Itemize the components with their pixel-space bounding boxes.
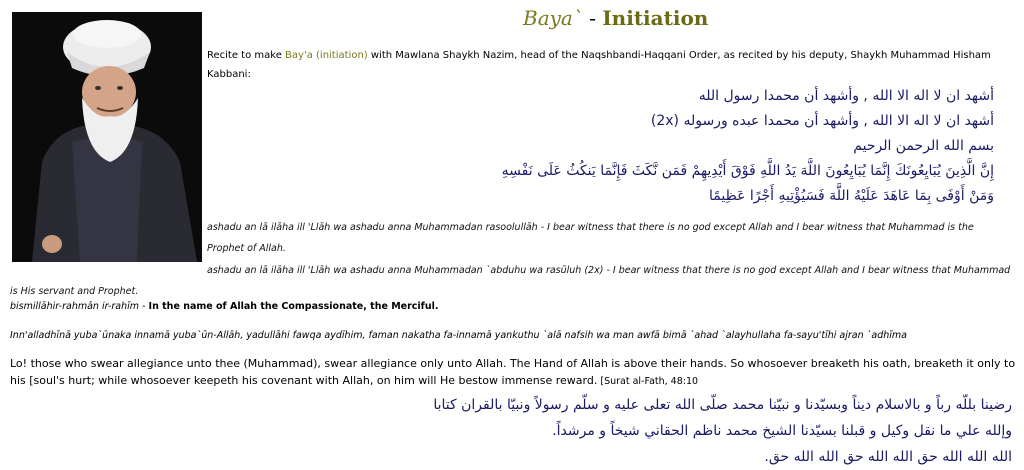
arabic-line: وإلله علي ما نقل وكيل و قبلنا بسيّدنا الشيخ محمد ناظم الحقاني شيخاً و مرشداً. (552, 423, 1012, 439)
verse-translation (10, 355, 1020, 390)
shahada-translit-2: ashadu an lā ilāha ill 'Llāh wa ashadu anna Muhammadan `abduhu wa rasūluh (2x) - I bear witness that there is no god except Allah and I bear witness that Muhammad is His servant and Prophet. (10, 265, 1011, 297)
arabic-shahada-block (214, 84, 994, 209)
basmala-translit: bismillāhir-rahmān ir-rahīm (10, 301, 140, 312)
verse-reference: [Surat al-Fath, 48:10 (597, 376, 699, 387)
arabic-line: أشهد ان لا اله الا الله , وأشهد أن محمدا عبده ورسوله (2x) (650, 113, 994, 129)
arabic-closing-block (12, 392, 1012, 470)
arabic-line: بسم الله الرحمن الرحيم (853, 138, 994, 154)
arabic-line: الله الله الله حق الله الله حق الله الله حق. (764, 449, 1012, 465)
arabic-line: إِنَّ الَّذِينَ يُبَايِعُونَكَ إِنَّمَا يُبَايِعُونَ اللَّهَ يَدُ اللَّهِ فَوْقَ أَيْدِيهِمْ فَمَن نَّكَثَ فَإِنَّمَا يَنكُثُ عَلَى نَفْسِهِ (501, 163, 994, 179)
arabic-line: رضينا بللّه رباً و بالاسلام ديناً وبسيّدنا و نبيّنا محمد صلّى الله تعلى عليه و سلّم رسولاً ونبيّا بالقران كتابا (433, 397, 1012, 413)
title-separator: - (582, 6, 603, 30)
basmala-line (10, 301, 438, 312)
intro-paragraph (207, 46, 997, 84)
basmala-separator: - (139, 301, 149, 312)
intro-before: Recite to make (207, 50, 286, 61)
intro-highlight: Bay'a (initiation) (285, 50, 368, 61)
arabic-line: أشهد ان لا اله الا الله , وأشهد أن محمدا رسول الله (698, 88, 994, 104)
shahada-translit-1: ashadu an lā ilāha ill 'Llāh wa ashadu anna Muhammadan rasoolullāh - I bear witness that there is no god except Allah and I bear witness that Muhammad is the Prophet of Allah. (207, 222, 974, 254)
title-baya: Baya` (523, 6, 583, 30)
sheikh-photo (12, 12, 202, 262)
intro-after: with Mawlana Shaykh Nazim, head of the Naqshbandi-Haqqani Order, as recited by his deputy, Shaykh Muhammad Hisham Kabbani: (207, 50, 991, 80)
basmala-meaning: In the name of Allah the Compassionate, the Merciful. (148, 301, 439, 312)
page-title (523, 6, 708, 30)
arabic-line: وَمَنْ أَوْفَى بِمَا عَاهَدَ عَلَيْهُ اللَّهَ فَسَيُؤْتِيهِ أَجْرًا عَظِيمًا (709, 188, 994, 204)
sheikh-portrait-image (12, 12, 202, 262)
title-initiation: Initiation (602, 6, 709, 30)
verse-translit: Inn'alladhīnā yuba`ūnaka innamā yuba`ūn-Allāh, yadullāhi fawqa aydīhim, faman nakatha fa-innamā yankuthu `alā nafsih wa man awfā bimā `ahad `alayhullaha fa-sayu'tīhi ajran `adhīma (10, 330, 907, 341)
verse-translation-text: Lo! those who swear allegiance unto thee (Muhammad), swear allegiance only unto Allah. The Hand of Allah is above their hands. So whosoever breaketh his oath, breaketh it only to his [soul's hurt; while whosoever keepeth his covenant with Allah, on him will He bestow immense reward. (10, 357, 1016, 387)
